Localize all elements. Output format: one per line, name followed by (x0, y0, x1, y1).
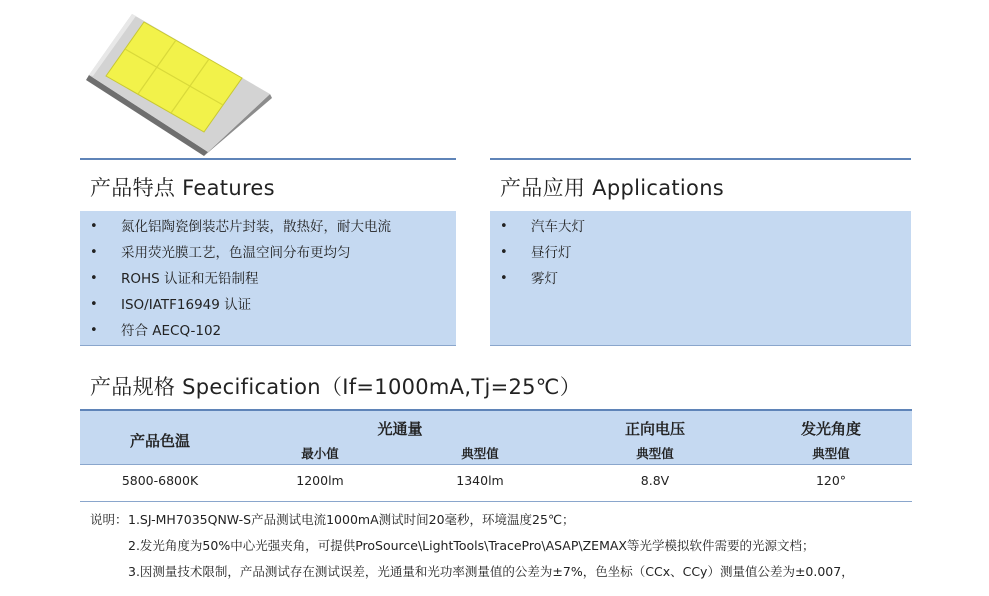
spec-title: 产品规格 Specification（If=1000mA,Tj=25℃） (90, 375, 581, 399)
cell-flux-typ: 1340lm (456, 473, 504, 488)
cell-color-temp: 5800-6800K (121, 473, 199, 488)
feature-item: • 氮化铝陶瓷倒装芯片封装，散热好，耐大电流 (90, 219, 391, 235)
header-voltage: 正向电压 (624, 420, 685, 438)
header-angle: 发光角度 (800, 420, 861, 438)
note-line-1: 1.SJ-MH7035QNW-S产品测试电流1000mA测试时间20毫秒，环境温度25℃； (128, 512, 575, 527)
features-title: 产品特点 Features (90, 176, 275, 200)
applications-box (490, 211, 911, 346)
applications-title: 产品应用 Applications (500, 176, 725, 200)
feature-item: • 采用荧光膜工艺，色温空间分布更均匀 (90, 245, 351, 261)
cell-flux-min: 1200lm (296, 473, 344, 488)
cell-angle: 120° (815, 473, 847, 488)
application-item: • 昼行灯 (500, 245, 572, 261)
header-color-temp: 产品色温 (129, 432, 190, 450)
application-item: • 雾灯 (500, 271, 558, 287)
feature-item: • ISO/IATF16949 认证 (90, 297, 252, 313)
spec-table-header-rule (80, 464, 912, 465)
note-line-3: 3.因测量技术限制，产品测试存在测试误差，光通量和光功率测量值的公差为±7%，色坐标（CCx、CCy）测量值公差为±0.007， (128, 564, 854, 579)
header-flux-typ: 典型值 (461, 446, 499, 461)
note-line-2: 2.发光角度为50%中心光强夹角，可提供ProSource\LightTools\TracePro\ASAP\ZEMAX等光学模拟软件需要的光源文档； (128, 538, 815, 553)
spec-table-bottom-rule (80, 501, 912, 502)
features-box (80, 211, 456, 346)
led-package-image (84, 8, 274, 158)
applications-top-rule (490, 158, 911, 160)
header-flux-min: 最小值 (301, 446, 339, 461)
feature-item: • 符合 AECQ-102 (90, 323, 222, 339)
header-voltage-typ: 典型值 (636, 446, 674, 461)
application-item: • 汽车大灯 (500, 219, 585, 235)
header-flux: 光通量 (377, 420, 423, 438)
header-angle-typ: 典型值 (812, 446, 850, 461)
notes-label: 说明： (90, 512, 128, 527)
features-top-rule (80, 158, 456, 160)
feature-item: • ROHS 认证和无铅制程 (90, 271, 259, 287)
cell-voltage: 8.8V (640, 473, 670, 488)
